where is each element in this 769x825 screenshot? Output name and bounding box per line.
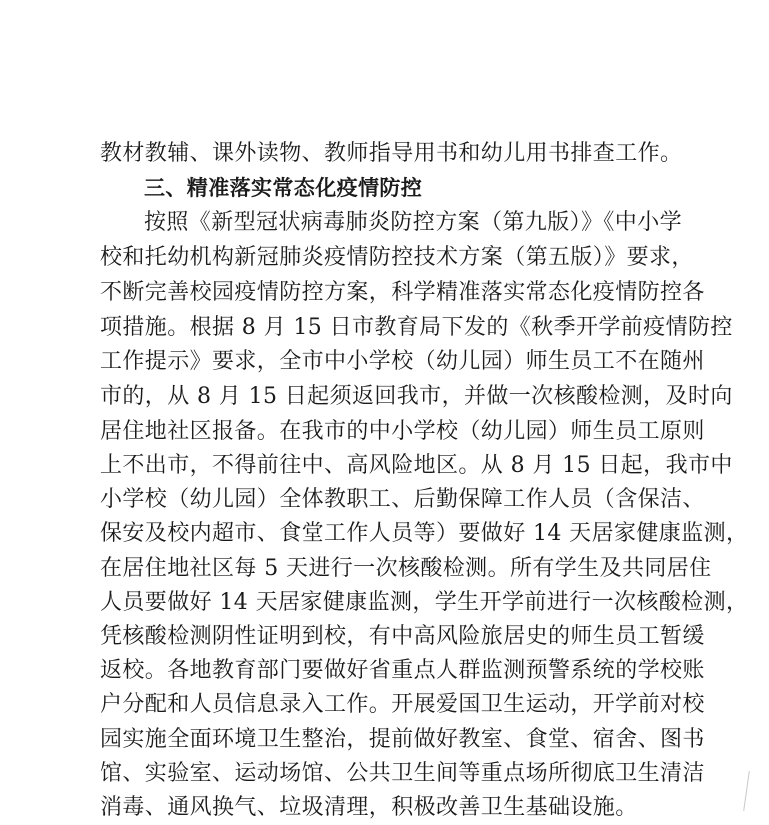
paragraph-line: 户分配和人员信息录入工作。开展爱国卫生运动，开学前对校 [100, 692, 705, 717]
paragraph-line: 按照《新型冠状病毒肺炎防控方案（第九版）》《中小学 [144, 210, 683, 235]
paragraph-line: 保安及校内超市、食堂工作人员等）要做好 14 天居家健康监测， [100, 521, 749, 546]
paragraph-line: 上不出市，不得前往中、高风险地区。从 8 月 15 日起，我市中 [100, 453, 733, 478]
paragraph-line: 小学校（幼儿园）全体教职工、后勤保障工作人员（含保洁、 [100, 487, 705, 512]
paragraph-line: 不断完善校园疫情防控方案，科学精准落实常态化疫情防控各 [100, 280, 705, 305]
scan-edge-mark [743, 771, 750, 811]
paragraph-line: 返校。各地教育部门要做好省重点人群监测预警系统的学校账 [100, 658, 705, 683]
paragraph-line: 工作提示》要求，全市中小学校（幼儿园）师生员工不在随州 [100, 349, 705, 374]
paragraph-line: 在居住地社区每 5 天进行一次核酸检测。所有学生及共同居住 [100, 556, 712, 581]
paragraph-line: 凭核酸检测阴性证明到校，有中高风险旅居史的师生员工暂缓 [100, 624, 705, 649]
paragraph-line: 校和托幼机构新冠肺炎疫情防控技术方案（第五版）》要求， [100, 245, 694, 270]
paragraph-line: 园实施全面环境卫生整治，提前做好教室、食堂、宿舍、图书 [100, 727, 705, 752]
paragraph-line: 人员要做好 14 天居家健康监测，学生开学前进行一次核酸检测， [100, 590, 749, 615]
paragraph-line-last: 消毒、通风换气、垃圾清理，积极改善卫生基础设施。 [100, 795, 638, 820]
paragraph-line: 居住地社区报备。在我市的中小学校（幼儿园）师生员工原则 [100, 419, 705, 444]
paragraph-line: 市的，从 8 月 15 日起须返回我市，并做一次核酸检测，及时向 [100, 384, 733, 409]
paragraph-line: 馆、实验室、运动场馆、公共卫生间等重点场所彻底卫生清洁 [100, 761, 705, 786]
section-heading: 三、精准落实常态化疫情防控 [144, 176, 423, 200]
paragraph-line: 项措施。根据 8 月 15 日市教育局下发的《秋季开学前疫情防控 [100, 315, 733, 340]
paragraph-line-continuation: 教材教辅、课外读物、教师指导用书和幼儿用书排查工作。 [100, 141, 683, 166]
